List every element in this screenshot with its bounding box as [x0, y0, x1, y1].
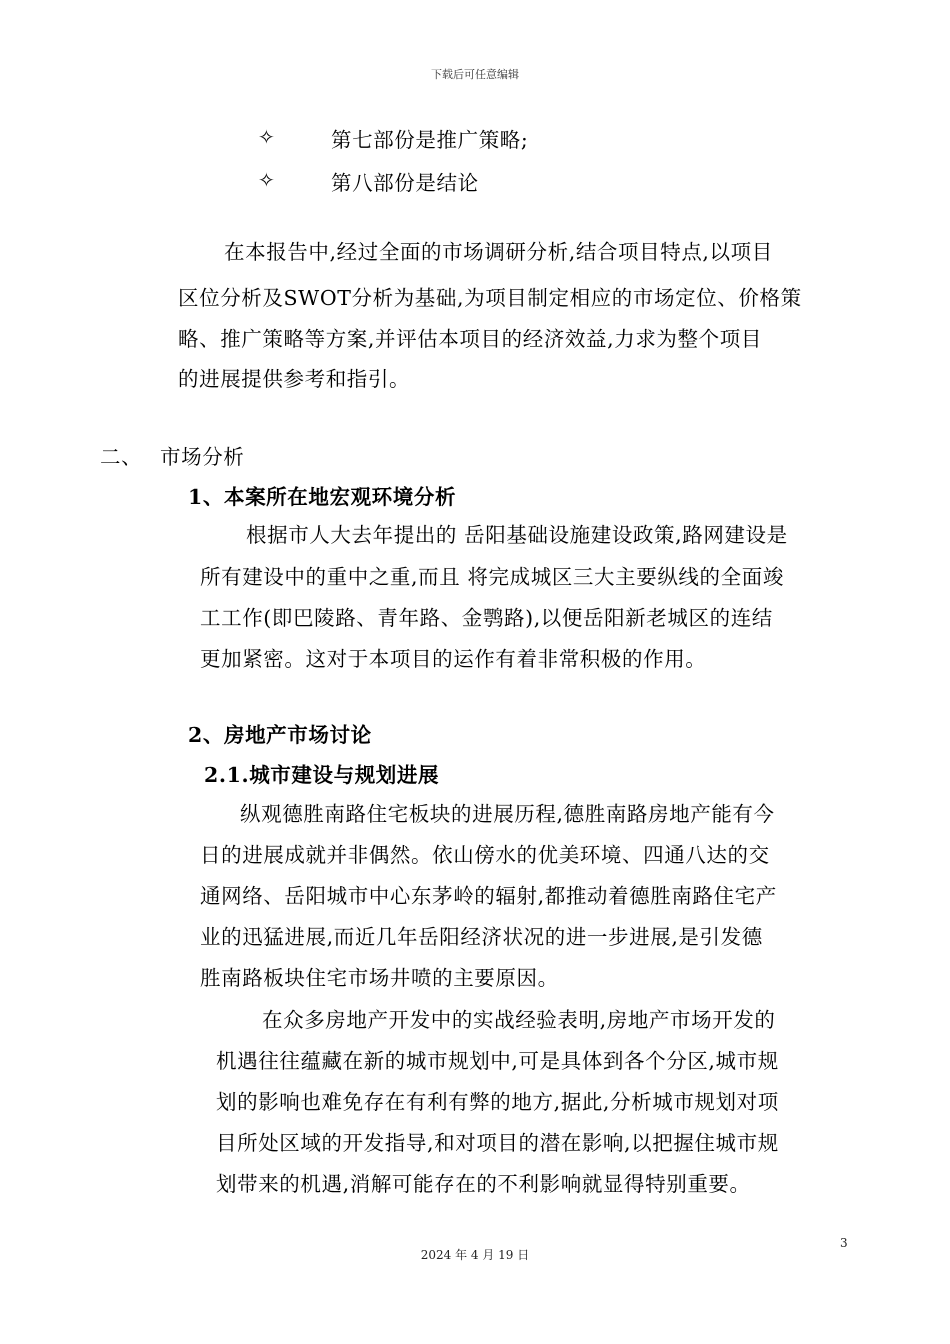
paragraph-line: 工工作(即巴陵路、青年路、金鹗路),以便岳阳新老城区的连结	[200, 606, 773, 630]
paragraph-line: 划带来的机遇,消解可能存在的不利影响就显得特别重要。	[216, 1172, 751, 1196]
section-number: 二、	[100, 445, 143, 469]
paragraph-line: 根据市人大去年提出的 岳阳基础设施建设政策,路网建设是	[246, 523, 788, 547]
paragraph-line: 机遇往往蕴藏在新的城市规划中,可是具体到各个分区,城市规	[216, 1049, 779, 1073]
bullet-diamond-icon: ✧	[258, 125, 275, 149]
paragraph-line: 所有建设中的重中之重,而且 将完成城区三大主要纵线的全面竣	[200, 565, 784, 589]
subsection-heading: 1、本案所在地宏观环境分析	[188, 485, 457, 509]
page-header-note: 下载后可任意编辑	[431, 68, 519, 81]
intro-line: 略、推广策略等方案,并评估本项目的经济效益,力求为整个项目	[178, 327, 762, 351]
paragraph-line: 在众多房地产开发中的实战经验表明,房地产市场开发的	[262, 1008, 776, 1032]
paragraph-line: 划的影响也难免存在有利有弊的地方,据此,分析城市规划对项	[216, 1090, 779, 1114]
paragraph-line: 业的迅猛进展,而近几年岳阳经济状况的进一步进展,是引发德	[200, 925, 763, 949]
bullet-item: 第七部份是推广策略;	[331, 128, 529, 152]
page-number: 3	[840, 1236, 848, 1250]
paragraph-line: 更加紧密。这对于本项目的运作有着非常积极的作用。	[200, 647, 707, 671]
bullet-diamond-icon: ✧	[258, 168, 275, 192]
sub-subsection-heading: 2.1.城市建设与规划进展	[204, 763, 440, 787]
paragraph-line: 日的进展成就并非偶然。依山傍水的优美环境、四通八达的交	[200, 843, 770, 867]
footer-date: 2024 年 4 月 19 日	[420, 1248, 530, 1262]
paragraph-line: 纵观德胜南路住宅板块的进展历程,德胜南路房地产能有今	[240, 802, 775, 826]
intro-line: 区位分析及SWOT分析为基础,为项目制定相应的市场定位、价格策	[178, 286, 802, 310]
intro-line: 在本报告中,经过全面的市场调研分析,结合项目特点,以项目	[224, 240, 773, 264]
paragraph-line: 目所处区域的开发指导,和对项目的潜在影响,以把握住城市规	[216, 1131, 779, 1155]
bullet-item: 第八部份是结论	[331, 171, 479, 195]
paragraph-line: 胜南路板块住宅市场井喷的主要原因。	[200, 966, 559, 990]
section-title: 市场分析	[160, 445, 245, 469]
intro-line: 的进展提供参考和指引。	[178, 367, 411, 391]
subsection-heading: 2、房地产市场讨论	[188, 723, 372, 747]
paragraph-line: 通网络、岳阳城市中心东茅岭的辐射,都推动着德胜南路住宅产	[200, 884, 777, 908]
